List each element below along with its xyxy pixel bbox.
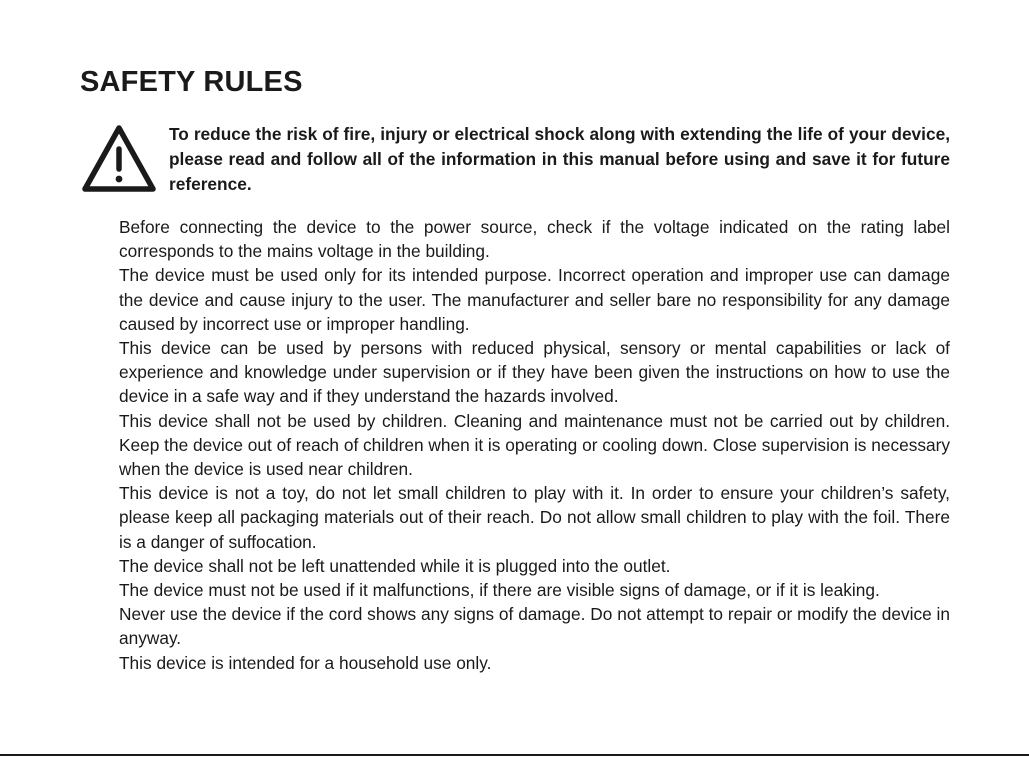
warning-triangle-icon xyxy=(80,122,158,194)
rule-household-use: This device is intended for a household use only. xyxy=(119,652,492,673)
rule-intended-purpose: The device must be used only for its intended purpose. Incorrect operation and improper use can damage the device and cause injury to the user. The manufacturer and seller bare no responsibility for any damage caused by incorrect use or improper handling. xyxy=(119,265,950,334)
bottom-divider xyxy=(0,754,1029,756)
warning-block xyxy=(80,118,950,198)
rule-reduced-capabilities: This device can be used by persons with reduced physical, sensory or mental capabilities or lack of experience and knowledge under supervision or if they have been given the instructions on how to use the device in a safe way and if they understand the hazards involved. xyxy=(119,338,950,407)
rule-children-use: This device shall not be used by children. Cleaning and maintenance must not be carried out by children. Keep the device out of reach of children when it is operating or cooling down. Close supervision is necessary when the device is used near children. xyxy=(119,410,950,480)
rule-damaged-cord: Never use the device if the cord shows any signs of damage. Do not attempt to repair or modify the device in anyway. xyxy=(119,604,950,649)
rule-malfunction: The device must not be used if it malfunctions, if there are visible signs of damage, or if it is leaking. xyxy=(119,580,880,601)
rule-voltage-check: Before connecting the device to the power source, check if the voltage indicated on the rating label corresponds to the mains voltage in the building. xyxy=(119,217,950,262)
page-title: SAFETY RULES xyxy=(80,66,303,98)
rule-not-a-toy: This device is not a toy, do not let small children to play with it. In order to ensure your children’s safety, please keep all packaging materials out of their reach. Do not allow small children to play with the foil. There is a danger of suffocation. xyxy=(119,483,950,552)
warning-text: To reduce the risk of fire, injury or electrical shock along with extending the life of your device, please read and follow all of the information in this manual before using and save it for future reference. xyxy=(169,124,950,194)
safety-rules-list xyxy=(119,215,950,675)
rule-unattended: The device shall not be left unattended while it is plugged into the outlet. xyxy=(119,555,671,576)
